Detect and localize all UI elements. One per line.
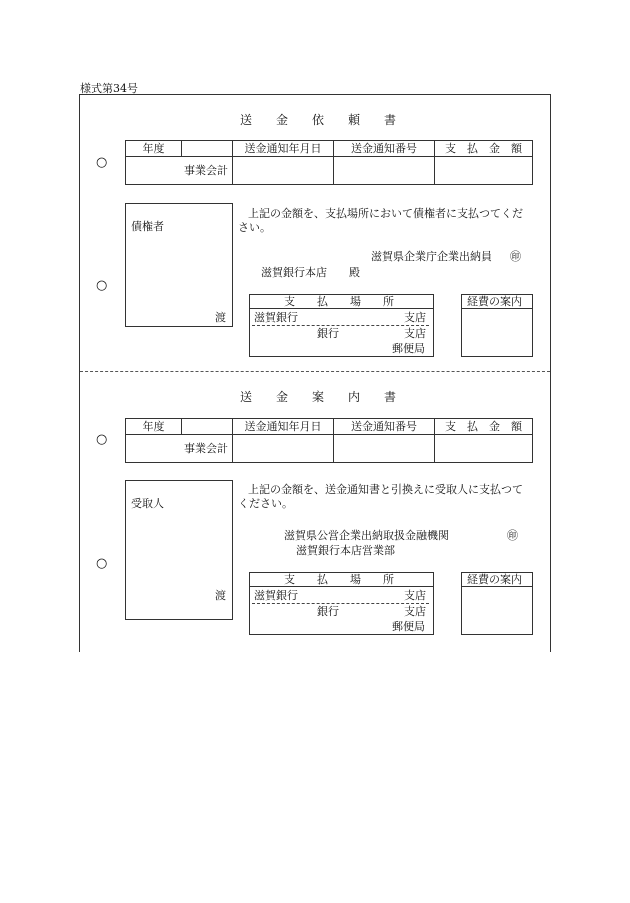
section2-body-line1: 上記の金額を、送金通知書と引換えに受取人に支払つて <box>248 483 523 496</box>
date-value[interactable] <box>233 435 334 463</box>
section1-branch-1: 支店 <box>404 311 426 324</box>
number-header: 送金通知番号 <box>334 141 435 157</box>
section1-expense-header: 経費の案内 <box>467 295 522 308</box>
section1-place-dashed-line <box>252 325 429 326</box>
section2-issuer-sub: 滋賀銀行本店営業部 <box>296 544 395 557</box>
date-header: 送金通知年月日 <box>233 419 334 435</box>
section1-expense-divider <box>461 308 532 309</box>
section1-payee-label: 債権者 <box>131 220 164 233</box>
section2-expense-divider <box>461 586 532 587</box>
section1-bank-name: 滋賀銀行 <box>254 311 298 324</box>
section2-watashi: 渡 <box>215 589 226 602</box>
form-number: 様式第34号 <box>80 82 138 95</box>
section2-branch-2: 支店 <box>404 605 426 618</box>
section2-seal: ㊞ <box>507 529 518 542</box>
section2-place-header: 支 払 場 所 <box>284 573 394 586</box>
section2-header-table <box>125 418 533 463</box>
section1-bank: 銀行 <box>317 327 339 340</box>
frame-left-border <box>79 94 80 652</box>
section2-issuer: 滋賀県公営企業出納取扱金融機関 <box>284 529 449 542</box>
section2-payee-label: 受取人 <box>131 497 164 510</box>
section1-title: 送 金 依 頼 書 <box>240 113 397 127</box>
section1-body-line1: 上記の金額を、支払場所において債権者に支払つてくだ <box>248 207 523 220</box>
section2-place-dashed-line <box>252 603 429 604</box>
section1-header-table <box>125 140 533 185</box>
date-header: 送金通知年月日 <box>233 141 334 157</box>
amount-value[interactable] <box>435 157 533 185</box>
nendo-value[interactable] <box>182 419 233 435</box>
frame-right-border <box>550 94 551 652</box>
account-label: 事業会計 <box>126 435 233 463</box>
section1-hole-mark-1: ○ <box>96 155 108 170</box>
section2-body-line2: ください。 <box>238 497 293 510</box>
account-label: 事業会計 <box>126 157 233 185</box>
section1-addressee: 滋賀銀行本店 殿 <box>261 266 360 279</box>
section2-bank: 銀行 <box>317 605 339 618</box>
amount-value[interactable] <box>435 435 533 463</box>
section1-branch-2: 支店 <box>404 327 426 340</box>
nendo-label: 年度 <box>126 141 182 157</box>
cut-line <box>80 371 550 372</box>
date-value[interactable] <box>233 157 334 185</box>
nendo-label: 年度 <box>126 419 182 435</box>
frame-top-border <box>79 94 551 95</box>
section2-hole-mark-1: ○ <box>96 432 108 447</box>
section1-place-header-divider <box>249 308 433 309</box>
section2-hole-mark-2: ○ <box>96 556 108 571</box>
section1-watashi: 渡 <box>215 311 226 324</box>
section2-bank-name: 滋賀銀行 <box>254 589 298 602</box>
number-value[interactable] <box>334 435 435 463</box>
amount-header: 支 払 金 額 <box>435 419 533 435</box>
nendo-value[interactable] <box>182 141 233 157</box>
number-value[interactable] <box>334 157 435 185</box>
section1-seal: ㊞ <box>510 250 521 263</box>
section1-post-office: 郵便局 <box>392 342 425 355</box>
section1-issuer: 滋賀県企業庁企業出納員 <box>371 250 492 263</box>
section2-place-header-divider <box>249 586 433 587</box>
section1-place-header: 支 払 場 所 <box>284 295 394 308</box>
section2-title: 送 金 案 内 書 <box>240 390 397 404</box>
amount-header: 支 払 金 額 <box>435 141 533 157</box>
section2-post-office: 郵便局 <box>392 620 425 633</box>
section2-expense-header: 経費の案内 <box>467 573 522 586</box>
number-header: 送金通知番号 <box>334 419 435 435</box>
section2-branch-1: 支店 <box>404 589 426 602</box>
section1-body-line2: さい。 <box>238 221 271 234</box>
section1-hole-mark-2: ○ <box>96 278 108 293</box>
